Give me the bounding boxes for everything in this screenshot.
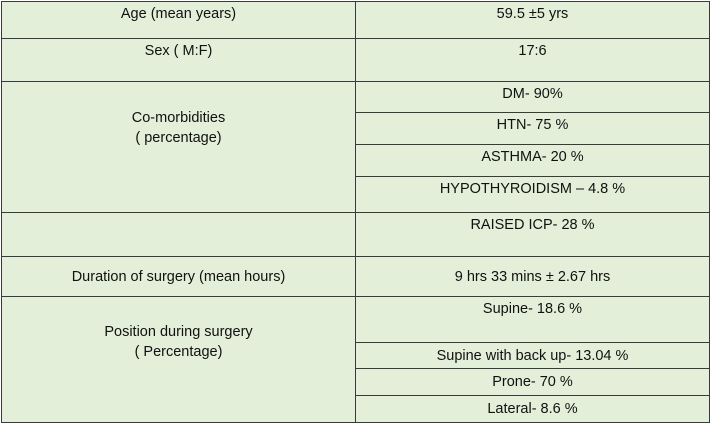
duration-label: Duration of surgery (mean hours) <box>2 257 356 297</box>
position-value-lateral: Lateral- 8.6 % <box>356 396 710 423</box>
position-value-supine: Supine- 18.6 % <box>356 297 710 343</box>
sex-label: Sex ( M:F) <box>2 39 356 82</box>
sex-value: 17:6 <box>356 39 710 82</box>
comorbidity-value-hypothyroidism: HYPOTHYROIDISM – 4.8 % <box>356 177 710 213</box>
comorbidity-value-dm: DM- 90% <box>356 82 710 113</box>
age-label: Age (mean years) <box>2 2 356 39</box>
duration-value: 9 hrs 33 mins ± 2.67 hrs <box>356 257 710 297</box>
table-row-position <box>2 297 710 343</box>
table-row-icp <box>2 213 710 257</box>
icp-label <box>2 213 356 257</box>
demographics-table <box>1 1 710 423</box>
position-value-prone: Prone- 70 % <box>356 369 710 396</box>
age-value: 59.5 ±5 yrs <box>356 2 710 39</box>
table-row-sex <box>2 39 710 82</box>
position-value-supine-back-up: Supine with back up- 13.04 % <box>356 343 710 369</box>
table-row-age <box>2 2 710 39</box>
comorbidity-value-asthma: ASTHMA- 20 % <box>356 145 710 177</box>
table-row-duration <box>2 257 710 297</box>
comorbidity-value-htn: HTN- 75 % <box>356 113 710 145</box>
table-row-comorbidity <box>2 82 710 113</box>
comorbidities-label: Co-morbidities ( percentage) <box>2 82 356 213</box>
position-label: Position during surgery ( Percentage) <box>2 297 356 423</box>
icp-value: RAISED ICP- 28 % <box>356 213 710 257</box>
